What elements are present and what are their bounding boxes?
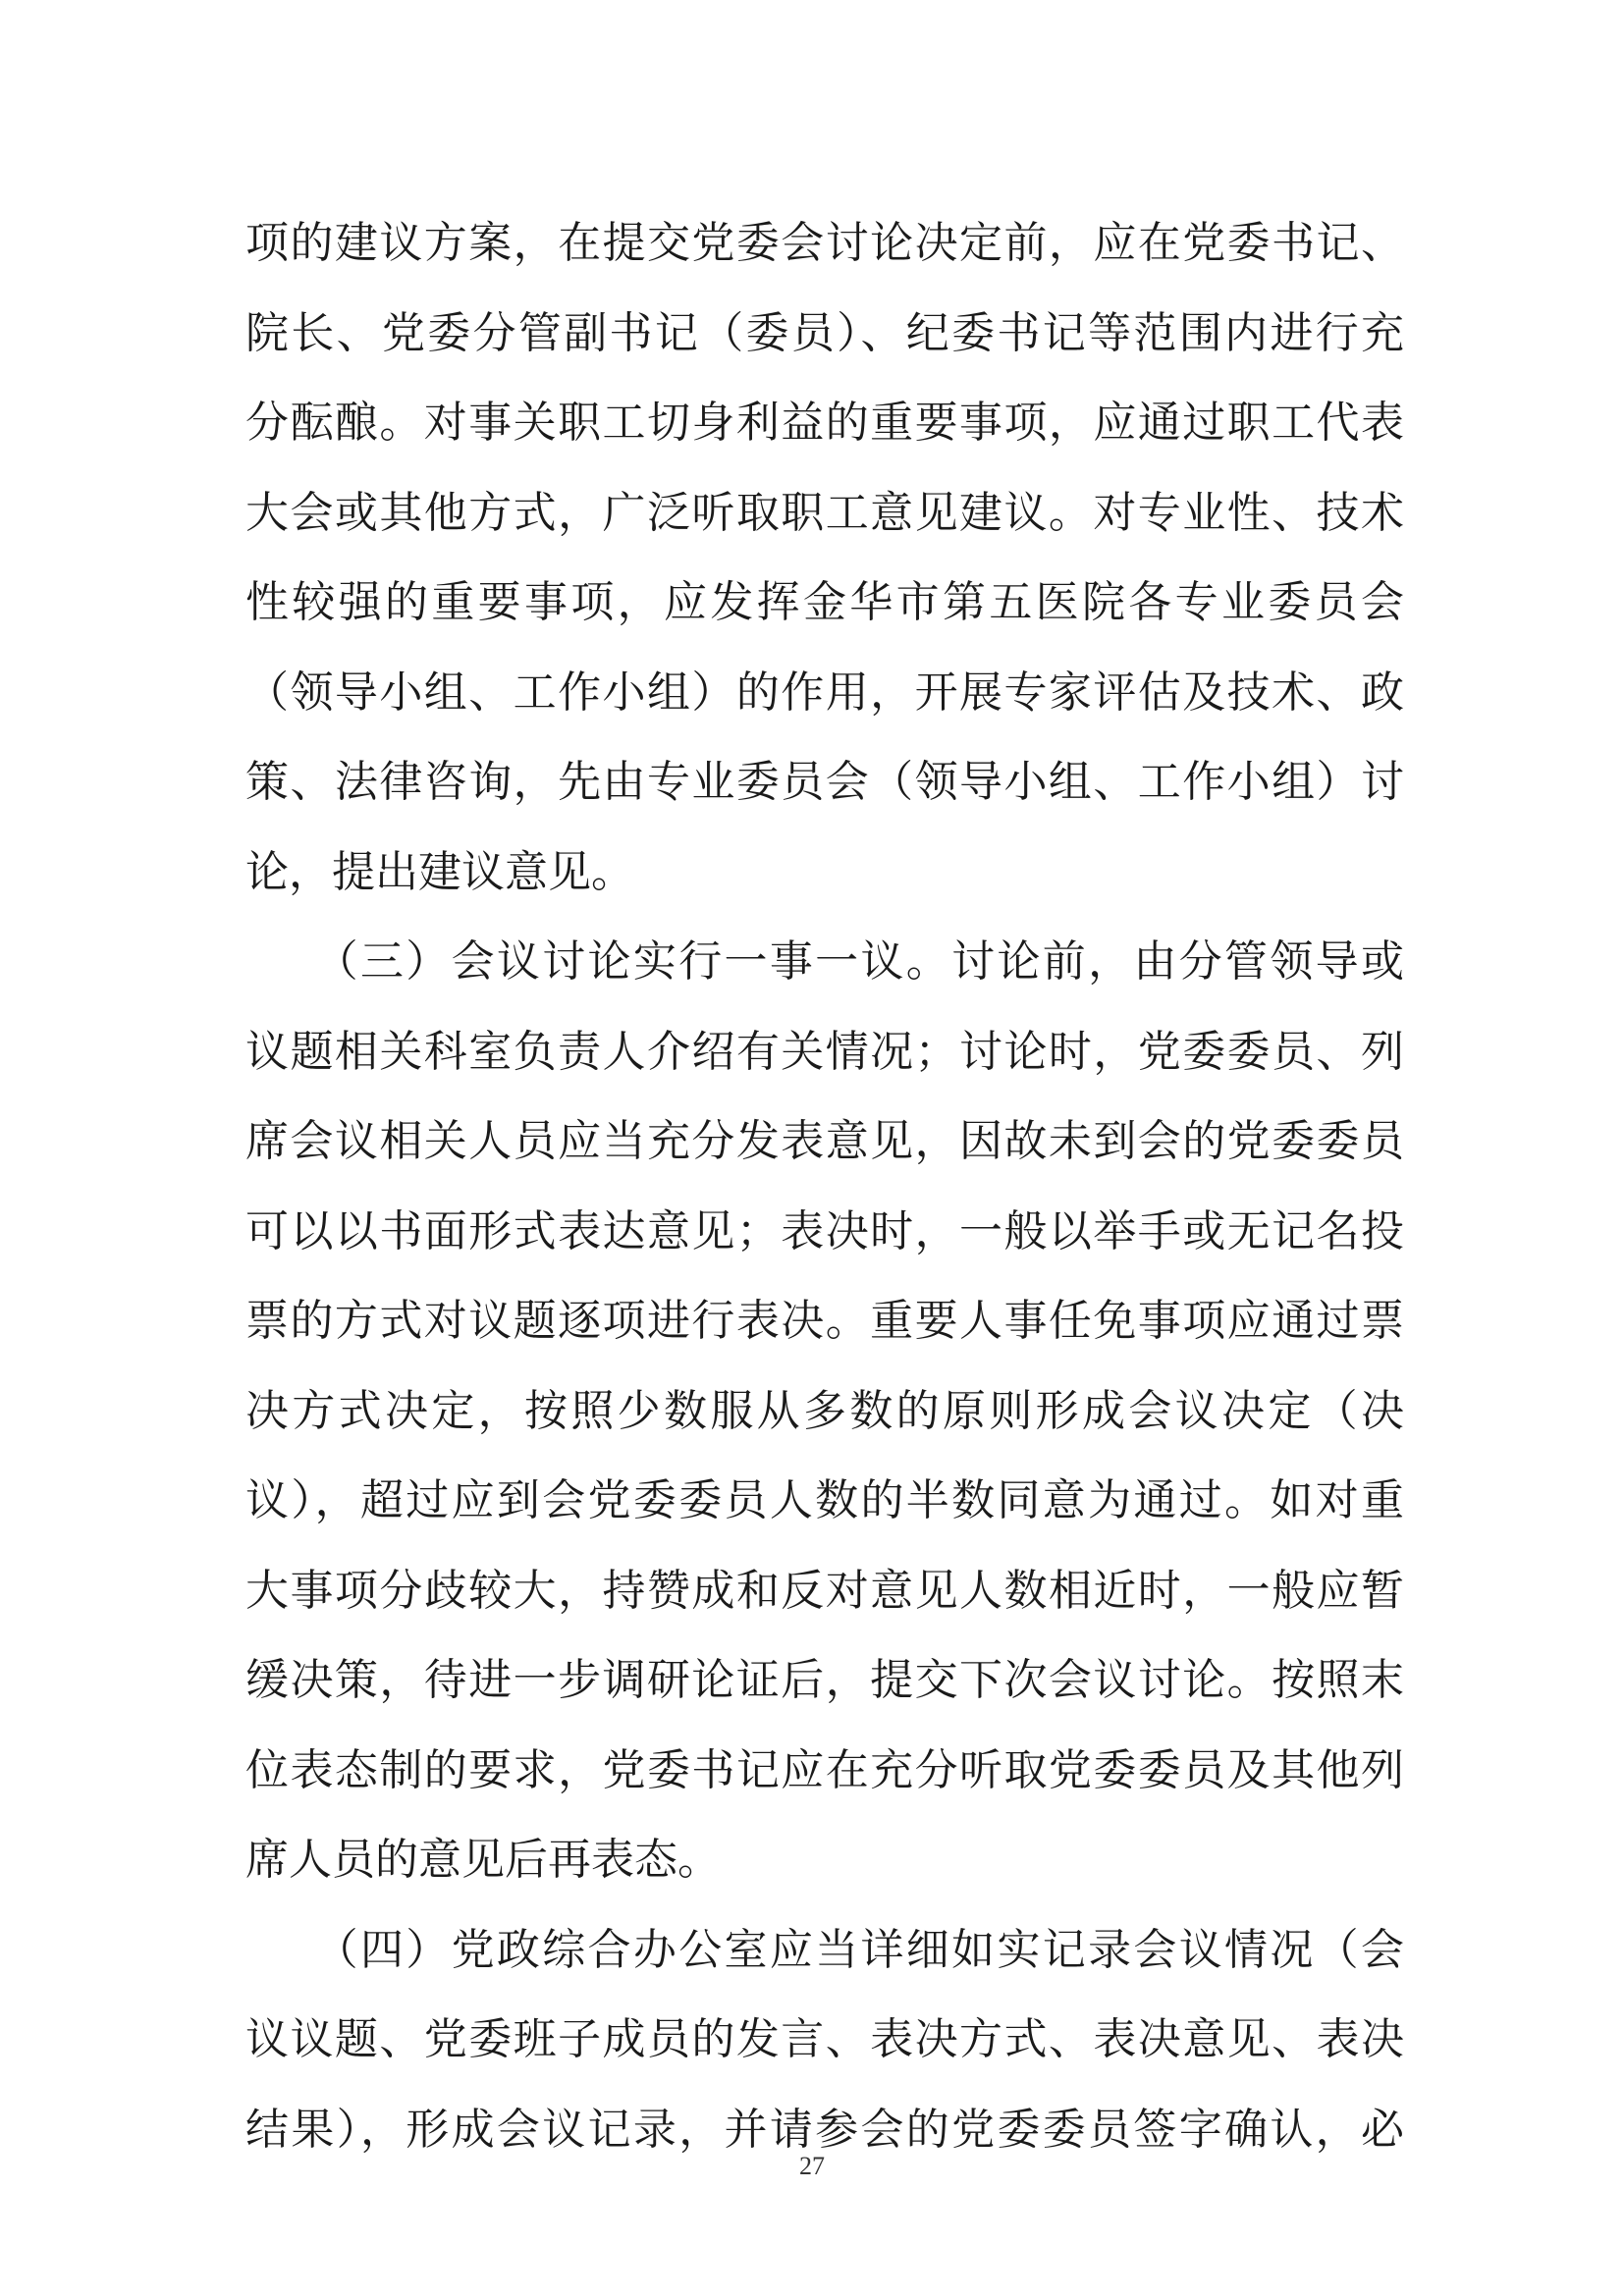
text-line: 大事项分歧较大，持赞成和反对意见人数相近时，一般应暂 [245,1565,1404,1616]
text-line: 结果），形成会议记录，并请参会的党委委员签字确认，必 [245,2104,1404,2155]
text-line: （四）党政综合办公室应当详细如实记录会议情况（会 [245,1924,1404,1975]
text-line: 决方式决定，按照少数服从多数的原则形成会议决定（决 [245,1385,1404,1436]
text-line: 分酝酿。对事关职工切身利益的重要事项，应通过职工代表 [245,398,1404,448]
page-number: 27 [799,2152,825,2180]
text-line: 可以以书面形式表达意见；表决时，一般以举手或无记名投 [245,1205,1404,1256]
text-line: 院长、党委分管副书记（委员）、纪委书记等范围内进行充 [245,307,1404,358]
text-line: 位表态制的要求，党委书记应在充分听取党委委员及其他列 [245,1744,1404,1795]
text-line: （领导小组、工作小组）的作用，开展专家评估及技术、政 [245,667,1404,718]
text-line: 议议题、党委班子成员的发言、表决方式、表决意见、表决 [245,2014,1404,2064]
text-line: 议题相关科室负责人介绍有关情况；讨论时，党委委员、列 [245,1026,1404,1077]
text-line: 项的建议方案，在提交党委会讨论决定前，应在党委书记、 [245,218,1404,268]
text-line: 议），超过应到会党委委员人数的半数同意为通过。如对重 [245,1475,1404,1525]
text-line: 策、法律咨询，先由专业委员会（领导小组、工作小组）讨 [245,757,1404,807]
text-line: 席会议相关人员应当充分发表意见，因故未到会的党委委员 [245,1116,1404,1166]
text-line: 席人员的意见后再表态。 [245,1835,721,1885]
text-line: 性较强的重要事项，应发挥金华市第五医院各专业委员会 [245,577,1404,627]
text-line: 缓决策，待进一步调研论证后，提交下次会议讨论。按照末 [245,1655,1404,1705]
text-line: 大会或其他方式，广泛听取职工意见建议。对专业性、技术 [245,487,1404,538]
document-body [245,214,1404,2190]
text-line: 论，提出建议意见。 [245,846,634,897]
text-line: 票的方式对议题逐项进行表决。重要人事任免事项应通过票 [245,1296,1404,1346]
text-line: （三）会议讨论实行一事一议。讨论前，由分管领导或 [245,936,1404,987]
